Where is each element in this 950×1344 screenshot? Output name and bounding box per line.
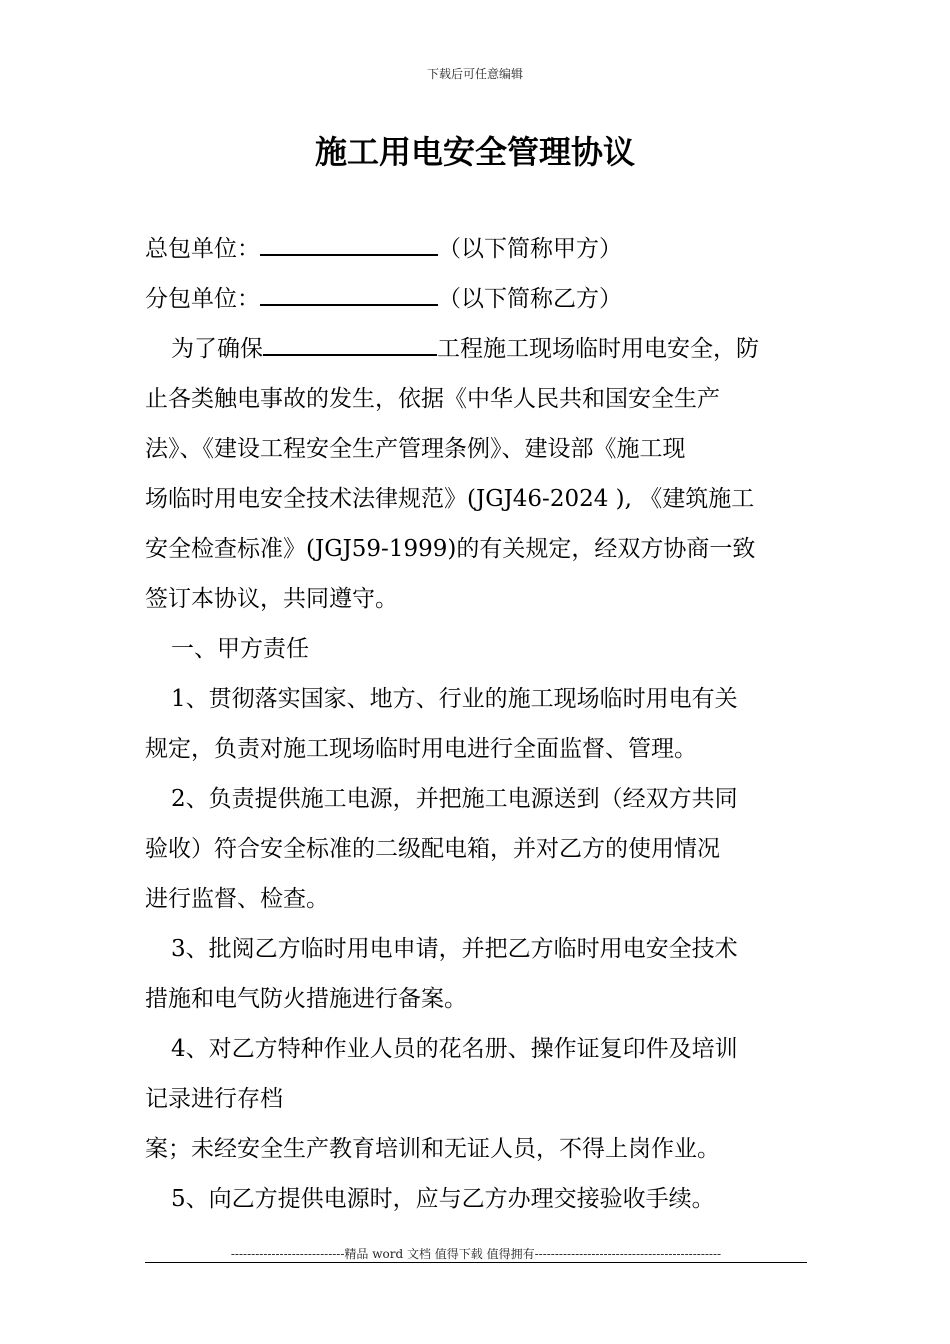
intro-line1-suffix: 工程施工现场临时用电安全，防 (437, 336, 759, 362)
item-3-line: 3、批阅乙方临时用电申请，并把乙方临时用电安全技术 (171, 936, 738, 962)
item-5-line: 5、向乙方提供电源时，应与乙方办理交接验收手续。 (171, 1186, 715, 1212)
contractor-label: 总包单位： (145, 236, 260, 262)
item-2-line: 进行监督、检查。 (145, 886, 329, 912)
intro-line-1 (145, 324, 810, 374)
intro-line: 安全检查标准》(JGJ59-1999)的有关规定，经双方协商一致 (145, 536, 756, 562)
item-4-line: 案；未经安全生产教育培训和无证人员，不得上岗作业。 (145, 1136, 720, 1162)
document-title: 施工用电安全管理协议 (314, 133, 635, 171)
item-1-line: 1、贯彻落实国家、地方、行业的施工现场临时用电有关 (171, 686, 738, 712)
subcontractor-label: 分包单位： (145, 286, 260, 312)
footer-divider (145, 1262, 807, 1263)
item-2-line: 2、负责提供施工电源，并把施工电源送到（经双方共同 (171, 786, 738, 812)
intro-line: 法》、《建设工程安全生产管理条例》、建设部《施工现 (145, 436, 686, 462)
item-4-line: 4、对乙方特种作业人员的花名册、操作证复印件及培训 (171, 1036, 738, 1062)
item-1-line: 规定，负责对施工现场临时用电进行全面监督、管理。 (145, 736, 697, 762)
section-heading: 一、甲方责任 (171, 636, 309, 662)
item-3-line: 措施和电气防火措施进行备案。 (145, 986, 467, 1012)
item-2-line: 验收）符合安全标准的二级配电箱，并对乙方的使用情况 (145, 836, 720, 862)
item-4-line: 记录进行存档 (145, 1086, 283, 1112)
intro-line: 签订本协议，共同遵守。 (145, 586, 398, 612)
page-footer: ----------------------------精品 word 文档 值得下载 值得拥有---------------------------------------------- (230, 1247, 722, 1261)
subcontractor-line (145, 274, 810, 324)
subcontractor-suffix: （以下简称乙方） (438, 286, 622, 312)
contractor-line (145, 224, 810, 274)
document-body (145, 224, 810, 1224)
intro-line: 止各类触电事故的发生，依据《中华人民共和国安全生产 (145, 386, 720, 412)
project-name-blank-field[interactable] (263, 324, 437, 356)
subcontractor-blank-field[interactable] (260, 274, 438, 306)
intro-prefix: 为了确保 (171, 336, 263, 362)
page-header: 下载后可任意编辑 (426, 67, 523, 81)
contractor-blank-field[interactable] (260, 224, 438, 256)
intro-line: 场临时用电安全技术法律规范》(JGJ46-2024 ), 《建筑施工 (145, 486, 755, 512)
contractor-suffix: （以下简称甲方） (438, 236, 622, 262)
